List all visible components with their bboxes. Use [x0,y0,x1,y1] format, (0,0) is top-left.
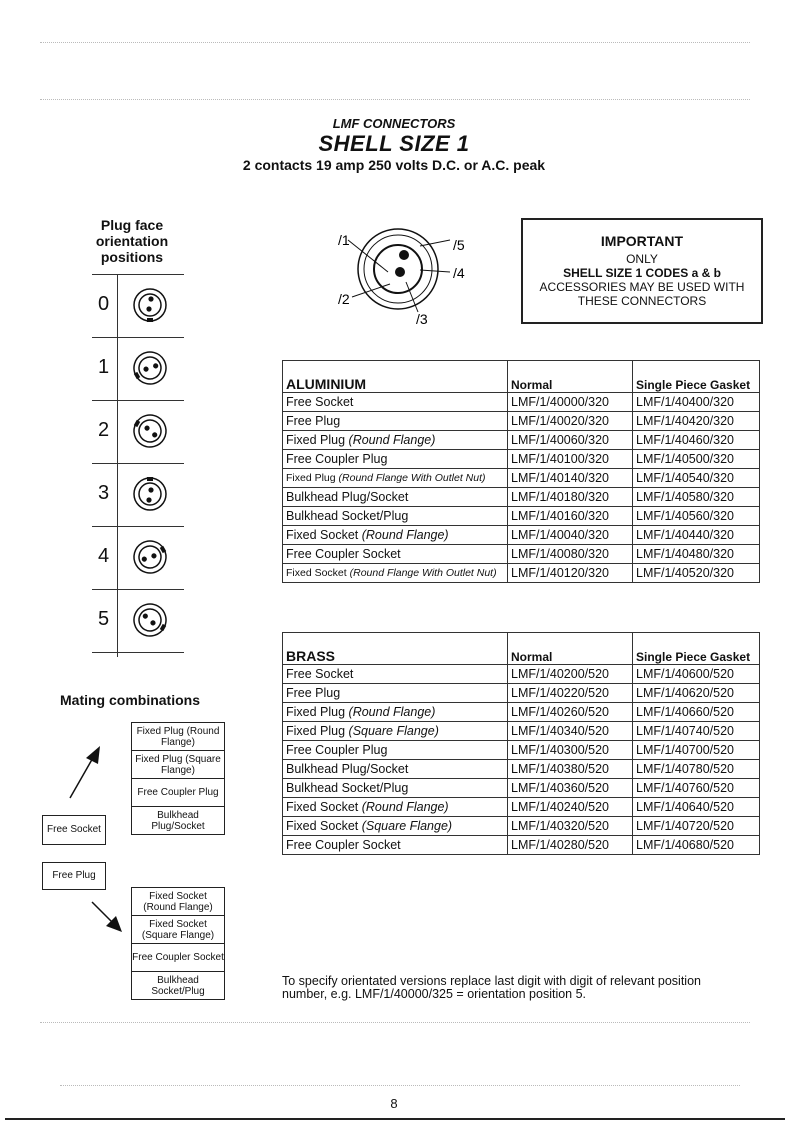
part-name: Free Socket [283,665,508,684]
page-title: SHELL SIZE 1 [318,131,470,156]
plug-mates-group [131,887,225,1000]
part-name: Bulkhead Plug/Socket [283,488,508,507]
table-row [283,564,760,583]
part-name: Fixed Socket (Round Flange) [283,526,508,545]
plug-face-icon [132,287,168,323]
table-row [283,798,760,817]
part-number-gasket: LMF/1/40700/520 [633,741,760,760]
part-name: Free Coupler Plug [283,450,508,469]
mating-item: Bulkhead Plug/Socket [132,807,224,835]
part-number-gasket: LMF/1/40420/320 [633,412,760,431]
table-row [283,488,760,507]
position-row [92,275,184,338]
mating-item: Free Coupler Plug [132,779,224,807]
position-row [92,464,184,527]
table-row [283,684,760,703]
position-number: 3 [98,482,110,504]
part-number-normal: LMF/1/40060/320 [508,431,633,450]
table-row [283,507,760,526]
part-number-gasket: LMF/1/40560/320 [633,507,760,526]
part-number-normal: LMF/1/40280/520 [508,836,633,855]
part-number-gasket: LMF/1/40580/320 [633,488,760,507]
part-number-gasket: LMF/1/40540/320 [633,469,760,488]
part-number-normal: LMF/1/40260/520 [508,703,633,722]
part-number-normal: LMF/1/40300/520 [508,741,633,760]
position-row [92,590,184,653]
position-row [92,338,184,401]
table-material: ALUMINIUM [283,361,508,393]
diag-label: /1 [338,232,350,248]
important-title: IMPORTANT [600,233,684,249]
arrow-up-icon [66,742,106,802]
position-number: 4 [98,545,110,567]
important-line: SHELL SIZE 1 CODES a & b [563,266,721,280]
position-number: 1 [98,356,110,378]
header-brand: LMF CONNECTORS [332,116,456,131]
plug-face-icon [132,476,168,512]
table-row [283,817,760,836]
table-row [283,450,760,469]
scan-artifact [60,1085,740,1087]
plug-face-icon [132,539,168,575]
part-number-normal: LMF/1/40080/320 [508,545,633,564]
position-row [92,527,184,590]
scan-artifact [40,1022,750,1024]
connector-face-diagram [330,212,490,327]
mating-item: Fixed Socket (Round Flange) [132,888,224,916]
part-number-gasket: LMF/1/40400/320 [633,393,760,412]
part-number-gasket: LMF/1/40720/520 [633,817,760,836]
part-name: Free Coupler Socket [283,545,508,564]
page-subtitle: 2 contacts 19 amp 250 volts D.C. or A.C. peak [242,157,546,173]
free-socket-box: Free Socket [42,815,106,845]
part-number-gasket: LMF/1/40460/320 [633,431,760,450]
table-row [283,703,760,722]
scan-artifact [40,42,750,44]
table-row [283,665,760,684]
part-number-normal: LMF/1/40000/320 [508,393,633,412]
scan-artifact [40,99,750,101]
part-number-normal: LMF/1/40020/320 [508,412,633,431]
part-number-normal: LMF/1/40040/320 [508,526,633,545]
table-row [283,545,760,564]
part-name: Free Plug [283,684,508,703]
part-number-gasket: LMF/1/40660/520 [633,703,760,722]
contact-a [399,250,409,260]
part-name: Bulkhead Plug/Socket [283,760,508,779]
part-number-normal: LMF/1/40180/320 [508,488,633,507]
part-name: Free Coupler Socket [283,836,508,855]
diag-label: /4 [453,265,465,281]
part-number-normal: LMF/1/40120/320 [508,564,633,583]
plug-face-title: Plug face orientation positions [95,217,169,265]
part-number-normal: LMF/1/40220/520 [508,684,633,703]
part-name: Fixed Plug (Round Flange) [283,703,508,722]
part-name: Free Socket [283,393,508,412]
col-gasket: Single Piece Gasket [633,633,760,665]
part-number-normal: LMF/1/40200/520 [508,665,633,684]
plug-face-icon [132,350,168,386]
contact-b [395,267,405,277]
mating-item: Bulkhead Socket/Plug [132,972,224,1000]
important-notice [521,218,763,324]
table-row [283,836,760,855]
col-normal: Normal [508,633,633,665]
important-line: THESE CONNECTORS [577,294,707,308]
position-number: 5 [98,608,110,630]
part-name: Fixed Socket (Square Flange) [283,817,508,836]
important-line: ONLY [626,252,658,266]
aluminium-table [282,360,760,583]
table-row [283,741,760,760]
part-number-gasket: LMF/1/40740/520 [633,722,760,741]
col-gasket: Single Piece Gasket [633,361,760,393]
part-name: Fixed Plug (Round Flange With Outlet Nut) [283,469,508,488]
table-row [283,412,760,431]
table-material: BRASS [283,633,508,665]
plug-face-icon [132,413,168,449]
table-row [283,526,760,545]
orientation-note: To specify orientated versions replace last digit with digit of relevant position number, e.g. LMF/1/40000/325 = orientation position 5. [282,974,701,1001]
position-number: 2 [98,419,110,441]
col-normal: Normal [508,361,633,393]
mating-item: Free Coupler Socket [132,944,224,972]
part-number-gasket: LMF/1/40620/520 [633,684,760,703]
part-number-normal: LMF/1/40160/320 [508,507,633,526]
part-name: Fixed Plug (Round Flange) [283,431,508,450]
page-number: 8 [390,1096,398,1111]
table-row [283,779,760,798]
part-number-normal: LMF/1/40380/520 [508,760,633,779]
part-name: Bulkhead Socket/Plug [283,779,508,798]
part-number-gasket: LMF/1/40600/520 [633,665,760,684]
part-number-gasket: LMF/1/40520/320 [633,564,760,583]
part-number-gasket: LMF/1/40780/520 [633,760,760,779]
part-number-normal: LMF/1/40320/520 [508,817,633,836]
part-name: Fixed Socket (Round Flange) [283,798,508,817]
part-number-gasket: LMF/1/40640/520 [633,798,760,817]
table-row [283,722,760,741]
table-row [283,431,760,450]
part-number-normal: LMF/1/40240/520 [508,798,633,817]
part-name: Bulkhead Socket/Plug [283,507,508,526]
plug-face-icon [132,602,168,638]
mating-title: Mating combinations [60,692,200,708]
mating-item: Fixed Plug (Round Flange) [132,723,224,751]
part-number-normal: LMF/1/40360/520 [508,779,633,798]
mating-item: Fixed Socket (Square Flange) [132,916,224,944]
table-row [283,469,760,488]
diag-label: /2 [338,291,350,307]
part-name: Fixed Plug (Square Flange) [283,722,508,741]
arrow-down-icon [90,900,130,940]
part-number-gasket: LMF/1/40680/520 [633,836,760,855]
part-name: Fixed Socket (Round Flange With Outlet Nut) [283,564,508,583]
brass-table [282,632,760,855]
diag-label: /5 [453,237,465,253]
position-number: 0 [98,293,110,315]
part-number-gasket: LMF/1/40440/320 [633,526,760,545]
mating-item: Fixed Plug (Square Flange) [132,751,224,779]
table-row [283,760,760,779]
socket-mates-group [131,722,225,835]
diag-label: /3 [416,311,428,327]
part-number-gasket: LMF/1/40480/320 [633,545,760,564]
table-row [283,393,760,412]
part-number-normal: LMF/1/40100/320 [508,450,633,469]
part-number-normal: LMF/1/40140/320 [508,469,633,488]
part-number-gasket: LMF/1/40760/520 [633,779,760,798]
important-line: ACCESSORIES MAY BE USED WITH [539,280,745,294]
part-number-gasket: LMF/1/40500/320 [633,450,760,469]
position-row [92,401,184,464]
part-name: Free Coupler Plug [283,741,508,760]
bottom-rule [5,1118,785,1120]
part-name: Free Plug [283,412,508,431]
part-number-normal: LMF/1/40340/520 [508,722,633,741]
free-plug-box: Free Plug [42,862,106,890]
